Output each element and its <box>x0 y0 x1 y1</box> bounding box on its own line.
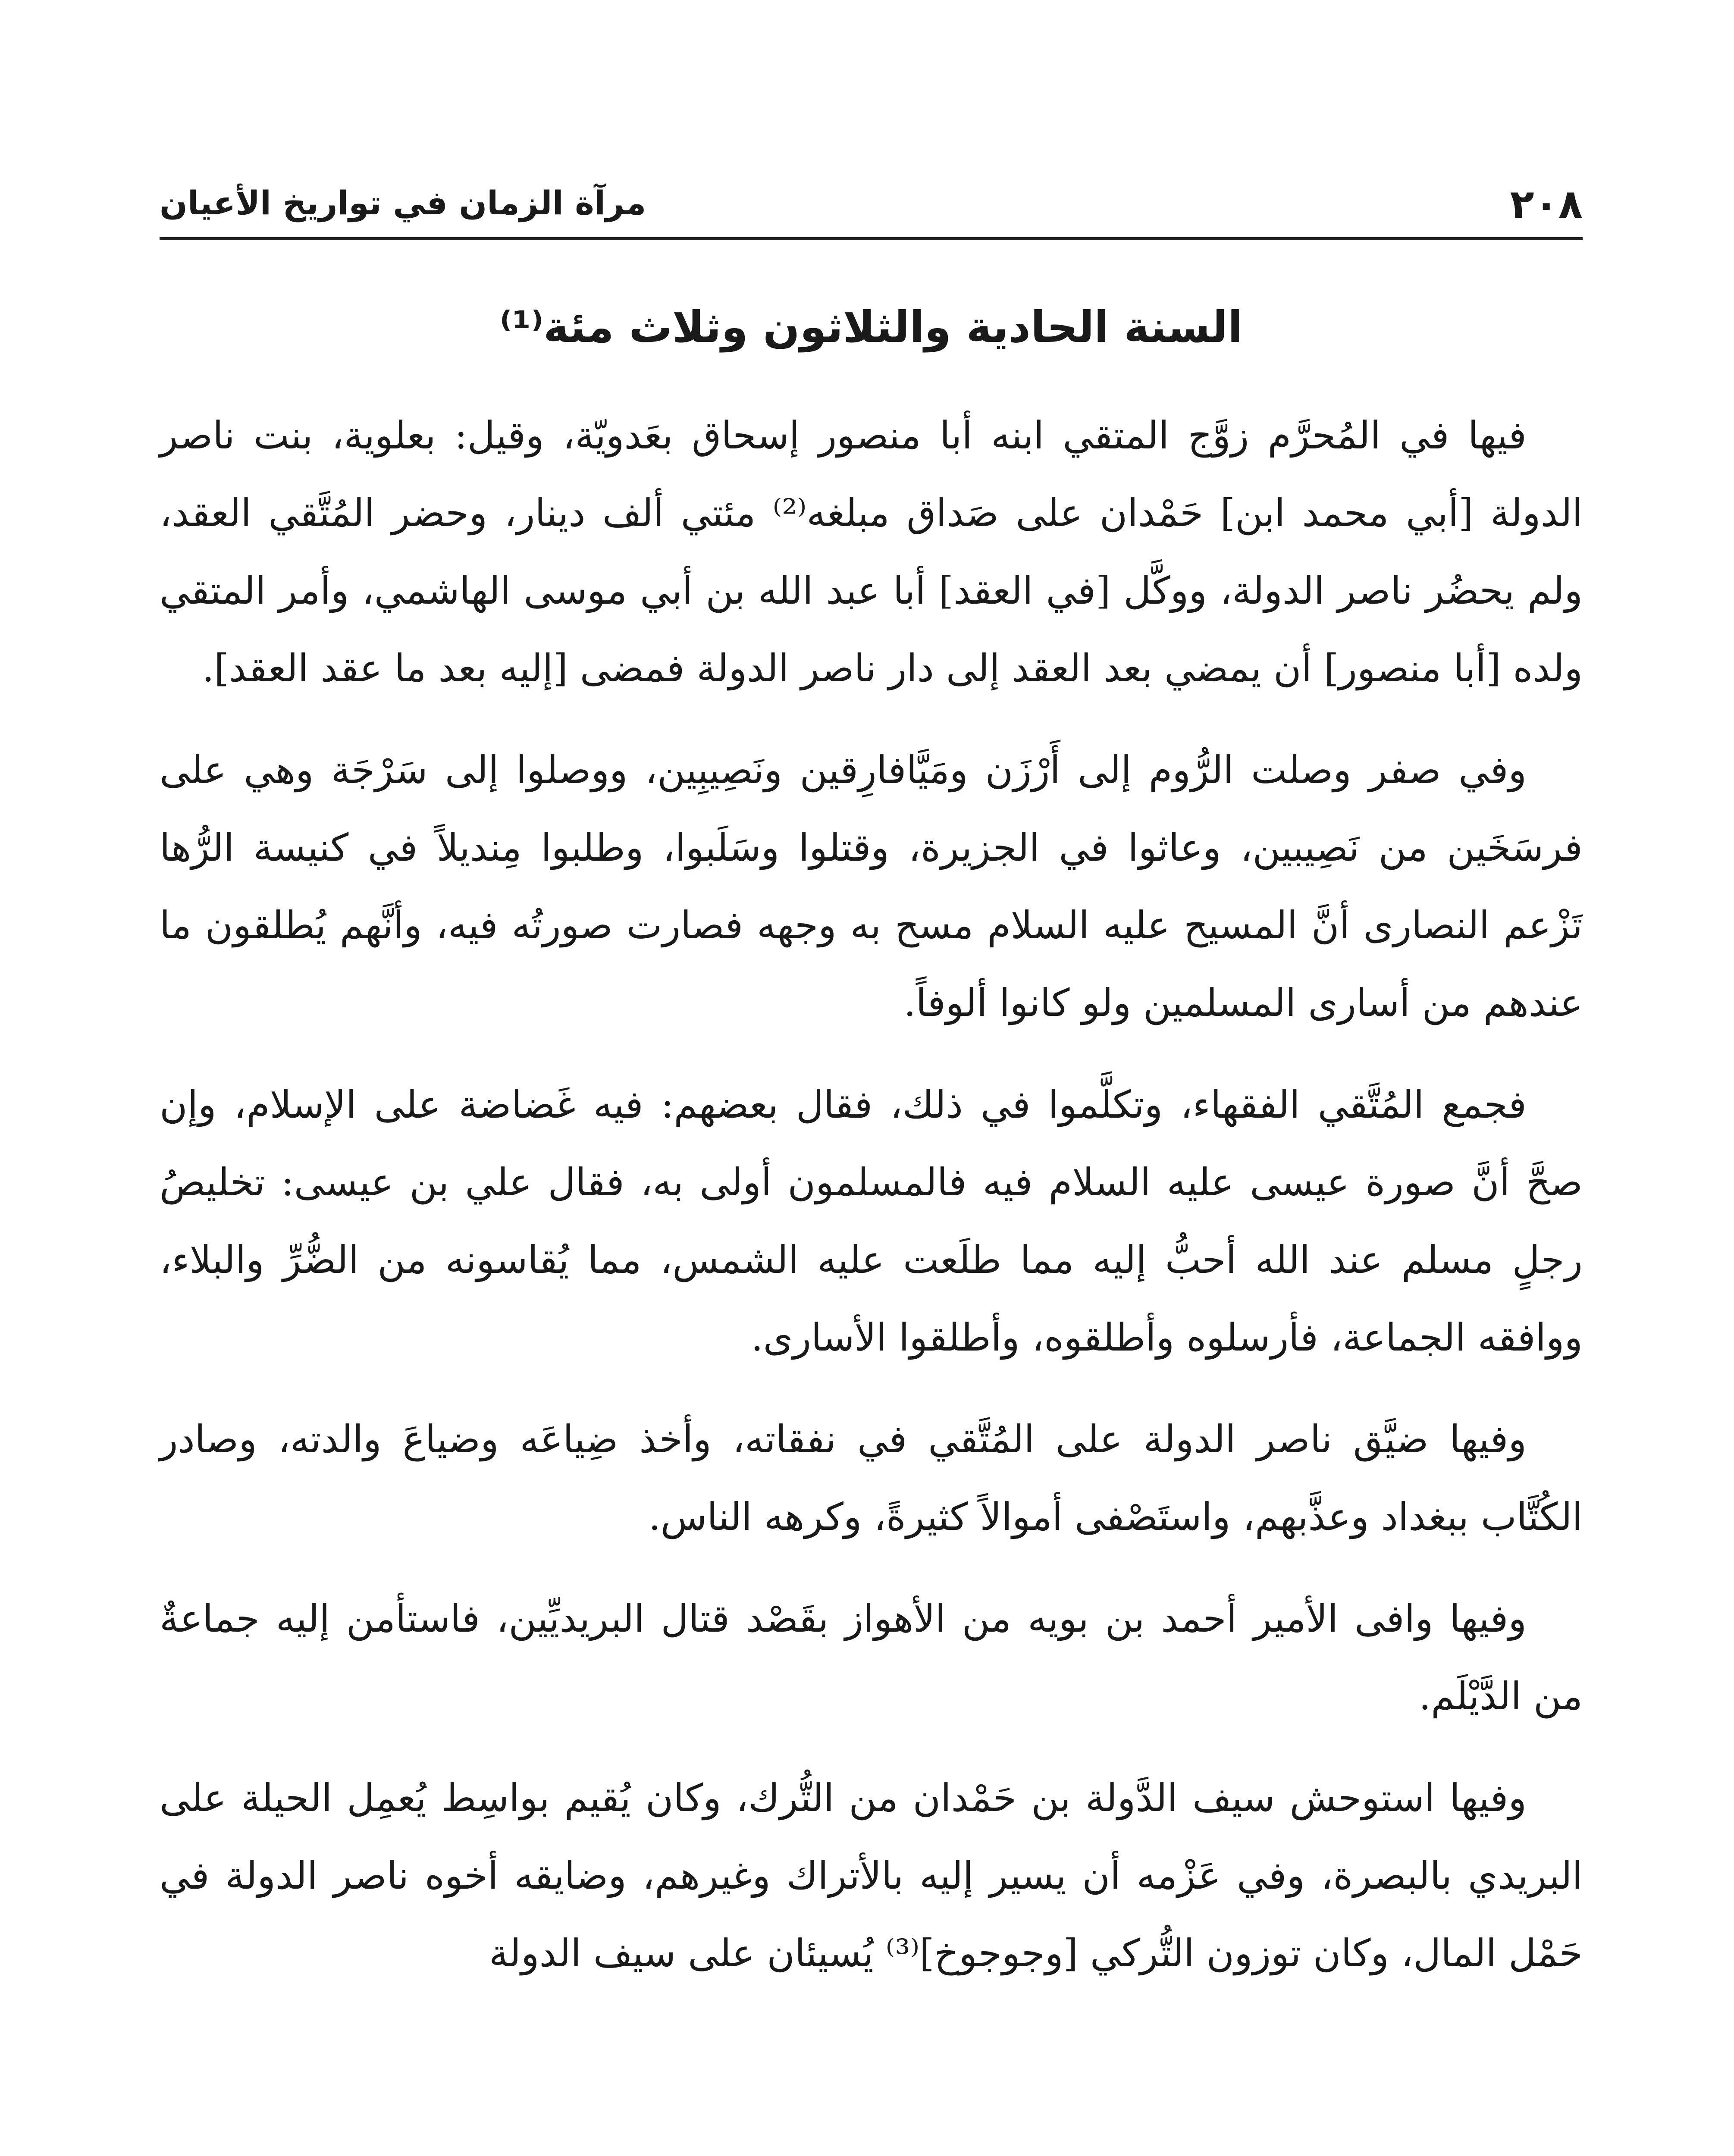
paragraph: وفيها استوحش سيف الدَّولة بن حَمْدان من التُّرك، وكان يُقيم بواسِط يُعمِل الحيلة على البريدي بالبصرة، وفي عَزْمه أن يسير إليه بالأتراك وغيرهم، وضايقه أخوه ناصر الدولة في حَمْل المال، وكان توزون التُّركي [وجوجوخ]⁽³⁾ يُسيئان على سيف الدولة <box>160 1776 1583 1975</box>
running-book-title: مرآة الزمان في تواريخ الأعيان <box>160 184 646 222</box>
paragraph: فجمع المُتَّقي الفقهاء، وتكلَّموا في ذلك، فقال بعضهم: فيه غَضاضة على الإسلام، وإن صحَّ أنَّ صورة عيسى عليه السلام فيه فالمسلمون أولى به، فقال علي بن عيسى: تخليصُ رجلٍ مسلم عند الله أحبُّ إليه مما طلَعت عليه الشمس، مما يُقاسونه من الضُّرِّ والبلاء، ووافقه الجماعة، فأرسلوه وأطلقوه، وأطلقوا الأسارى. <box>160 1082 1583 1360</box>
main-text <box>160 397 1583 2016</box>
running-header <box>160 181 1583 233</box>
book-page <box>160 129 1583 2156</box>
header-rule <box>160 237 1583 240</box>
paragraph: فيها في المُحرَّم زوَّج المتقي ابنه أبا منصور إسحاق بعَدويّة، وقيل: بعلوية، بنت ناصر الدولة [أبي محمد ابن] حَمْدان على صَداق مبلغه⁽²⁾ مئتي ألف دينار، وحضر المُتَّقي العقد، ولم يحضُر ناصر الدولة، ووكَّل [في العقد] أبا عبد الله بن أبي موسى الهاشمي، وأمر المتقي ولده [أبا منصور] أن يمضي بعد العقد إلى دار ناصر الدولة فمضى [إليه بعد ما عقد العقد]. <box>160 413 1583 690</box>
page-number: ٢٠٨ <box>1510 181 1583 227</box>
paragraph: وفيها ضيَّق ناصر الدولة على المُتَّقي في نفقاته، وأخذ ضِياعَه وضياعَ والدته، وصادر الكُتَّاب ببغداد وعذَّبهم، واستَصْفى أموالاً كثيرةً، وكرهه الناس. <box>160 1417 1583 1539</box>
section-heading: السنة الحادية والثلاثون وثلاث مئة⁽¹⁾ <box>499 302 1243 352</box>
paragraph: وفي صفر وصلت الرُّوم إلى أَرْزَن ومَيَّافارِقين ونَصِيبِين، ووصلوا إلى سَرْجَة وهي على فرسَخَين من نَصِيبين، وعاثوا في الجزيرة، وقتلوا وسَلَبوا، وطلبوا مِنديلاً في كنيسة الرُّها تَزْعم النصارى أنَّ المسيح عليه السلام مسح به وجهه فصارت صورتُه فيه، وأنَّهم يُطلقون ما عندهم من أسارى المسلمين ولو كانوا ألوفاً. <box>160 748 1583 1025</box>
paragraph: وفيها وافى الأمير أحمد بن بويه من الأهواز بقَصْد قتال البريديِّين، فاستأمن إليه جماعةٌ من الدَّيْلَم. <box>160 1596 1583 1718</box>
